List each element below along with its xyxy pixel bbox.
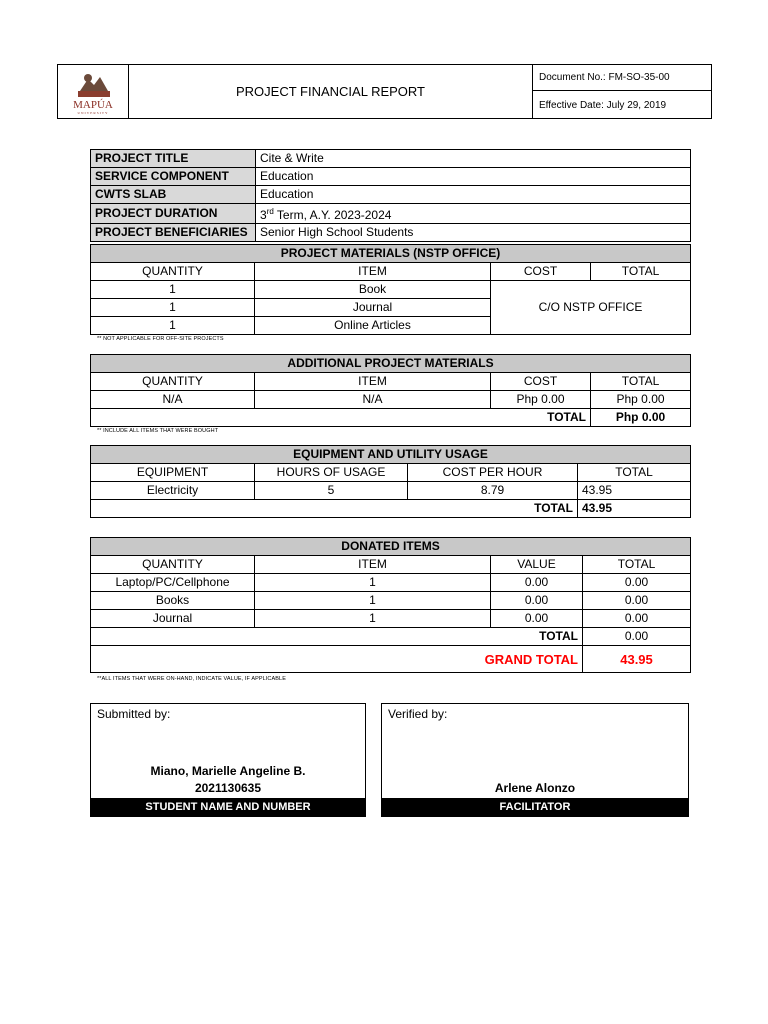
total-value: 43.95	[578, 500, 691, 518]
table-row	[91, 592, 691, 610]
project-info-table	[90, 149, 691, 242]
table-row	[91, 646, 691, 673]
info-label: PROJECT DURATION	[91, 204, 256, 224]
info-value: Education	[256, 186, 691, 204]
column-header: HOURS OF USAGE	[255, 464, 408, 482]
additional-materials-table	[90, 354, 691, 427]
table-row	[91, 574, 691, 592]
submitted-caption: Submitted by:	[97, 707, 171, 721]
section-title: ADDITIONAL PROJECT MATERIALS	[91, 355, 691, 373]
verified-by-box	[381, 703, 689, 817]
document-title: PROJECT FINANCIAL REPORT	[129, 65, 533, 118]
column-header: TOTAL	[578, 464, 691, 482]
donated-items-table	[90, 537, 691, 673]
total-label: TOTAL	[91, 500, 578, 518]
column-header: QUANTITY	[91, 263, 255, 281]
info-value: Education	[256, 168, 691, 186]
quantity-cell: N/A	[91, 391, 255, 409]
item-cell: N/A	[255, 391, 491, 409]
info-label: CWTS SLAB	[91, 186, 256, 204]
column-header: TOTAL	[591, 373, 691, 391]
submitter-number: 2021130635	[194, 781, 262, 795]
table-row	[91, 224, 691, 242]
section-title: DONATED ITEMS	[91, 538, 691, 556]
table-row	[91, 150, 691, 168]
total-cell: 43.95	[578, 482, 691, 500]
item-cell: 1	[255, 592, 491, 610]
facilitator-bar: FACILITATOR	[382, 798, 688, 816]
info-value: Senior High School Students	[256, 224, 691, 242]
table-row	[91, 204, 691, 224]
item-cell: 1	[255, 610, 491, 628]
term-number: 3	[260, 208, 267, 222]
table-row	[91, 500, 691, 518]
column-header: ITEM	[255, 263, 491, 281]
materials-note: ** NOT APPLICABLE FOR OFF-SITE PROJECTS	[97, 336, 224, 342]
total-cell: 0.00	[583, 592, 691, 610]
table-row	[91, 391, 691, 409]
equipment-table	[90, 445, 691, 518]
item-cell: 1	[255, 574, 491, 592]
value-cell: 0.00	[491, 574, 583, 592]
total-cell: 0.00	[583, 610, 691, 628]
logo-subtext: UNIVERSITY	[77, 111, 109, 115]
column-header: VALUE	[491, 556, 583, 574]
table-row	[91, 482, 691, 500]
total-value: Php 0.00	[591, 409, 691, 427]
university-logo	[58, 65, 129, 118]
section-title: PROJECT MATERIALS (NSTP OFFICE)	[91, 245, 691, 263]
item-cell: Online Articles	[255, 317, 491, 335]
total-cell: 0.00	[583, 574, 691, 592]
table-row	[91, 409, 691, 427]
column-header: QUANTITY	[91, 373, 255, 391]
column-header: COST PER HOUR	[408, 464, 578, 482]
column-header: COST	[491, 373, 591, 391]
merged-cost-cell: C/O NSTP OFFICE	[491, 281, 691, 335]
item-cell: Journal	[255, 299, 491, 317]
verifier-name: Arlene Alonzo	[494, 781, 576, 795]
value-cell: 0.00	[491, 610, 583, 628]
submitter-name: Miano, Marielle Angeline B.	[150, 764, 306, 778]
total-label: TOTAL	[91, 628, 583, 646]
column-header: TOTAL	[591, 263, 691, 281]
value-cell: 0.00	[491, 592, 583, 610]
info-label: PROJECT BENEFICIARIES	[91, 224, 256, 242]
section-title: EQUIPMENT AND UTILITY USAGE	[91, 446, 691, 464]
hours-cell: 5	[255, 482, 408, 500]
column-header: QUANTITY	[91, 556, 255, 574]
document-number: Document No.: FM-SO-35-00	[533, 65, 711, 91]
term-rest: Term, A.Y. 2023-2024	[273, 208, 392, 222]
info-value	[256, 204, 691, 224]
table-row	[91, 168, 691, 186]
column-header: TOTAL	[583, 556, 691, 574]
info-label: PROJECT TITLE	[91, 150, 256, 168]
table-row	[91, 186, 691, 204]
additional-note: ** INCLUDE ALL ITEMS THAT WERE BOUGHT	[97, 428, 219, 434]
quantity-cell: 1	[91, 299, 255, 317]
equipment-cell: Electricity	[91, 482, 255, 500]
grand-total-label: GRAND TOTAL	[91, 646, 583, 673]
column-header: COST	[491, 263, 591, 281]
table-row	[91, 628, 691, 646]
table-row	[91, 610, 691, 628]
item-cell: Book	[255, 281, 491, 299]
document-header	[57, 64, 712, 119]
verified-caption: Verified by:	[388, 707, 448, 721]
column-header: ITEM	[255, 556, 491, 574]
quantity-cell: Books	[91, 592, 255, 610]
column-header: ITEM	[255, 373, 491, 391]
table-row	[91, 281, 691, 299]
total-label: TOTAL	[91, 409, 591, 427]
cost-cell: Php 0.00	[491, 391, 591, 409]
quantity-cell: Laptop/PC/Cellphone	[91, 574, 255, 592]
info-value: Cite & Write	[256, 150, 691, 168]
quantity-cell: Journal	[91, 610, 255, 628]
logo-text: MAPÚA	[73, 99, 113, 111]
cost-per-hour-cell: 8.79	[408, 482, 578, 500]
quantity-cell: 1	[91, 281, 255, 299]
info-label: SERVICE COMPONENT	[91, 168, 256, 186]
quantity-cell: 1	[91, 317, 255, 335]
donated-note: **ALL ITEMS THAT WERE ON-HAND, INDICATE VALUE, IF APPLICABLE	[97, 676, 286, 682]
student-name-number-bar: STUDENT NAME AND NUMBER	[91, 798, 365, 816]
submitted-by-box	[90, 703, 366, 817]
total-cell: Php 0.00	[591, 391, 691, 409]
total-value: 0.00	[583, 628, 691, 646]
materials-table	[90, 244, 691, 335]
effective-date: Effective Date: July 29, 2019	[539, 99, 667, 111]
column-header: EQUIPMENT	[91, 464, 255, 482]
term-suffix: rd	[266, 207, 274, 216]
grand-total-value: 43.95	[583, 646, 691, 673]
